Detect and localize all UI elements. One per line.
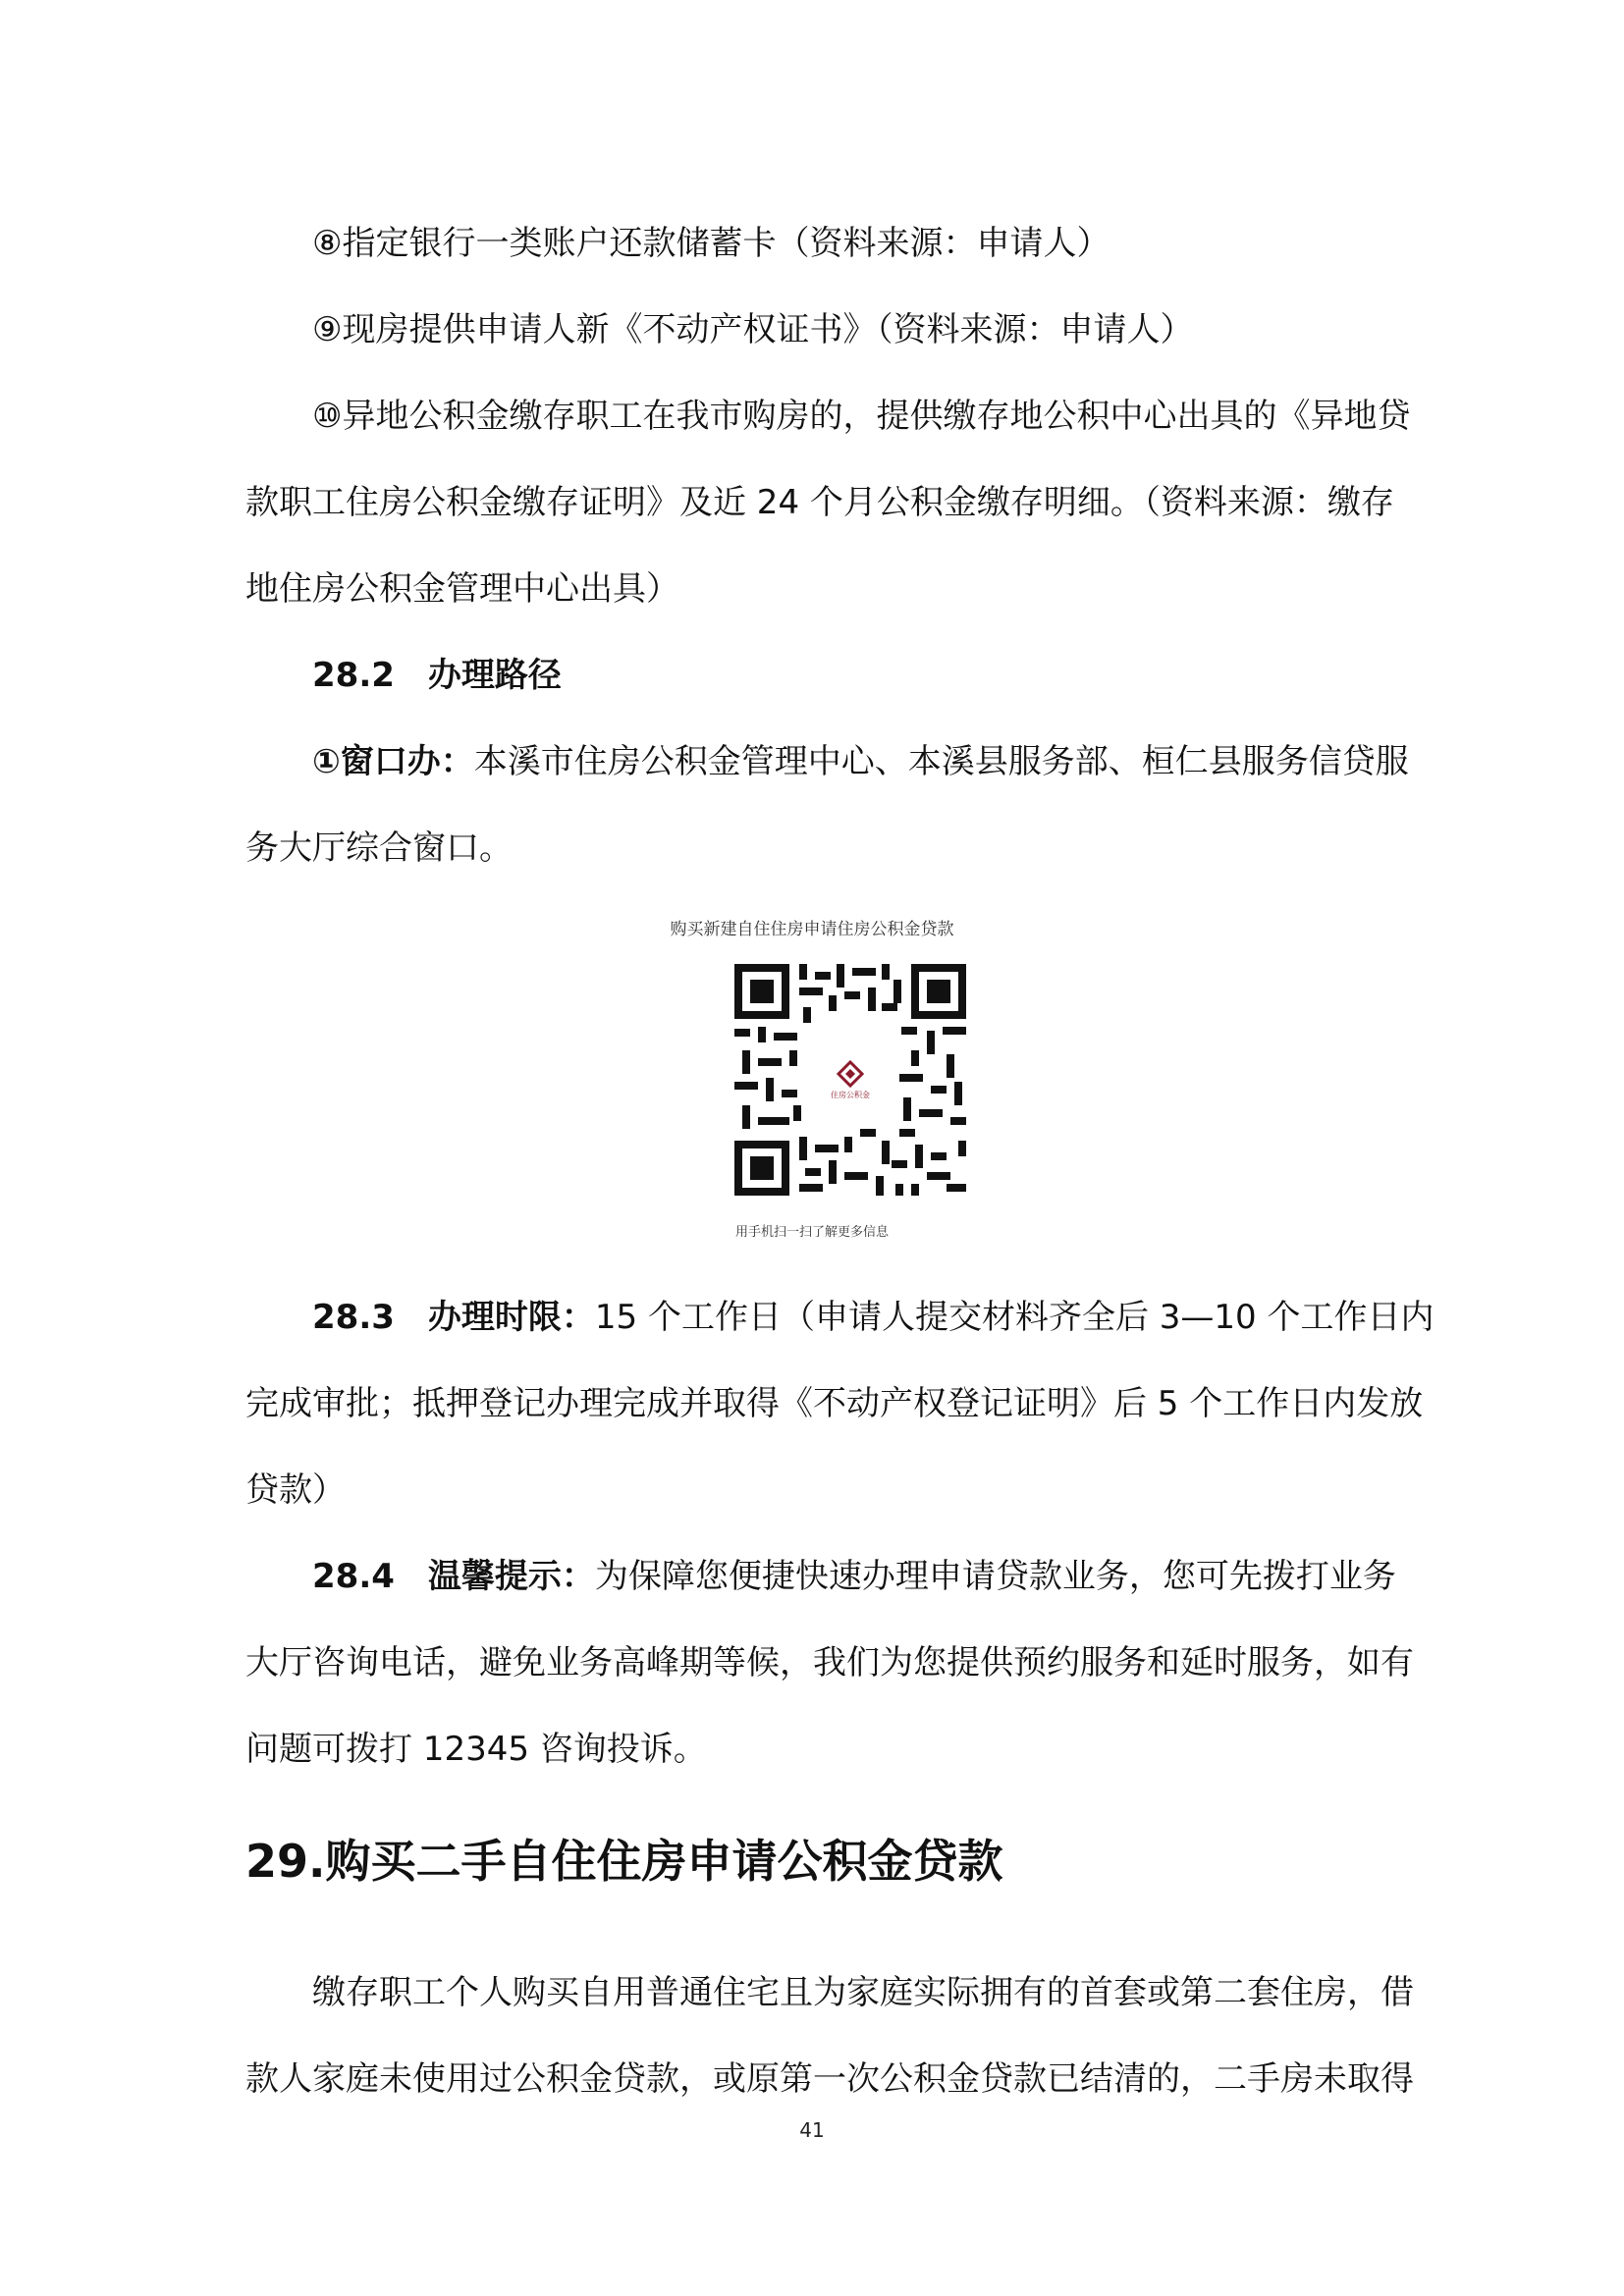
section-28-4-line-3: 问题可拨打 12345 咨询投诉。 xyxy=(245,1730,707,1769)
section-28-3 xyxy=(245,1274,1435,1533)
section-28-2-heading xyxy=(245,632,1389,719)
section-28-3-line-1 xyxy=(245,1274,1435,1361)
item-10-line-3: 地住房公积金管理中心出具） xyxy=(245,569,679,609)
item-8-text: ⑧指定银行一类账户还款储蓄卡（资料来源：申请人） xyxy=(312,224,1110,263)
item-10-line-1: ⑩异地公积金缴存职工在我市购房的，提供缴存地公积中心出具的《异地贷 xyxy=(312,397,1411,436)
logo-text: 住房公积金 xyxy=(831,1090,870,1099)
section-28-4 xyxy=(245,1533,1414,1792)
section-28-2-heading-text: 28.2 办理路径 xyxy=(312,656,562,695)
paragraph-item-9 xyxy=(245,287,1389,373)
item-9-text: ⑨现房提供申请人新《不动产权证书》（资料来源：申请人） xyxy=(312,310,1194,349)
section-29-line-2: 款人家庭未使用过公积金贷款，或原第一次公积金贷款已结清的，二手房未取得 xyxy=(245,2059,1414,2099)
window-text-1: 本溪市住房公积金管理中心、本溪县服务部、桓仁县服务信贷服 xyxy=(473,742,1409,781)
section-28-4-line-1 xyxy=(245,1533,1396,1620)
section-29-heading: 29.购买二手自住住房申请公积金贷款 xyxy=(245,1835,1003,1888)
section-28-3-text-1: 15 个工作日（申请人提交材料齐全后 3—10 个工作日内 xyxy=(594,1298,1435,1337)
housing-fund-logo-mark xyxy=(837,1060,864,1088)
window-label: ①窗口办： xyxy=(312,742,474,781)
paragraph-item-8 xyxy=(245,200,1389,287)
housing-fund-logo-icon xyxy=(817,1046,884,1113)
item-10-line-2: 款职工住房公积金缴存证明》及近 24 个月公积金缴存明细。（资料来源：缴存 xyxy=(245,483,1394,522)
section-28-3-line-2: 完成审批；抵押登记办理完成并取得《不动产权登记证明》后 5 个工作日内发放 xyxy=(245,1384,1424,1423)
page-number: 41 xyxy=(799,2118,825,2142)
qr-title: 购买新建自住住房申请住房公积金贷款 xyxy=(670,920,954,939)
section-28-4-text-1: 为保障您便捷快速办理申请贷款业务，您可先拨打业务 xyxy=(594,1557,1396,1596)
paragraph-item-10 xyxy=(245,373,1411,632)
section-29-body xyxy=(245,1949,1414,2122)
section-28-4-label: 28.4 温馨提示： xyxy=(312,1557,595,1596)
qr-code-icon xyxy=(734,964,966,1196)
section-29-line-1: 缴存职工个人购买自用普通住宅且为家庭实际拥有的首套或第二套住房，借 xyxy=(312,1973,1414,2012)
section-28-3-label: 28.3 办理时限： xyxy=(312,1298,595,1337)
section-28-4-line-2: 大厅咨询电话，避免业务高峰期等候，我们为您提供预约服务和延时服务，如有 xyxy=(245,1643,1414,1682)
qr-footer: 用手机扫一扫了解更多信息 xyxy=(734,1225,889,1240)
section-28-2-window xyxy=(245,719,1409,891)
window-line-2: 务大厅综合窗口。 xyxy=(245,828,513,868)
section-28-3-line-3: 贷款） xyxy=(245,1470,346,1510)
window-line-1 xyxy=(245,719,1409,805)
